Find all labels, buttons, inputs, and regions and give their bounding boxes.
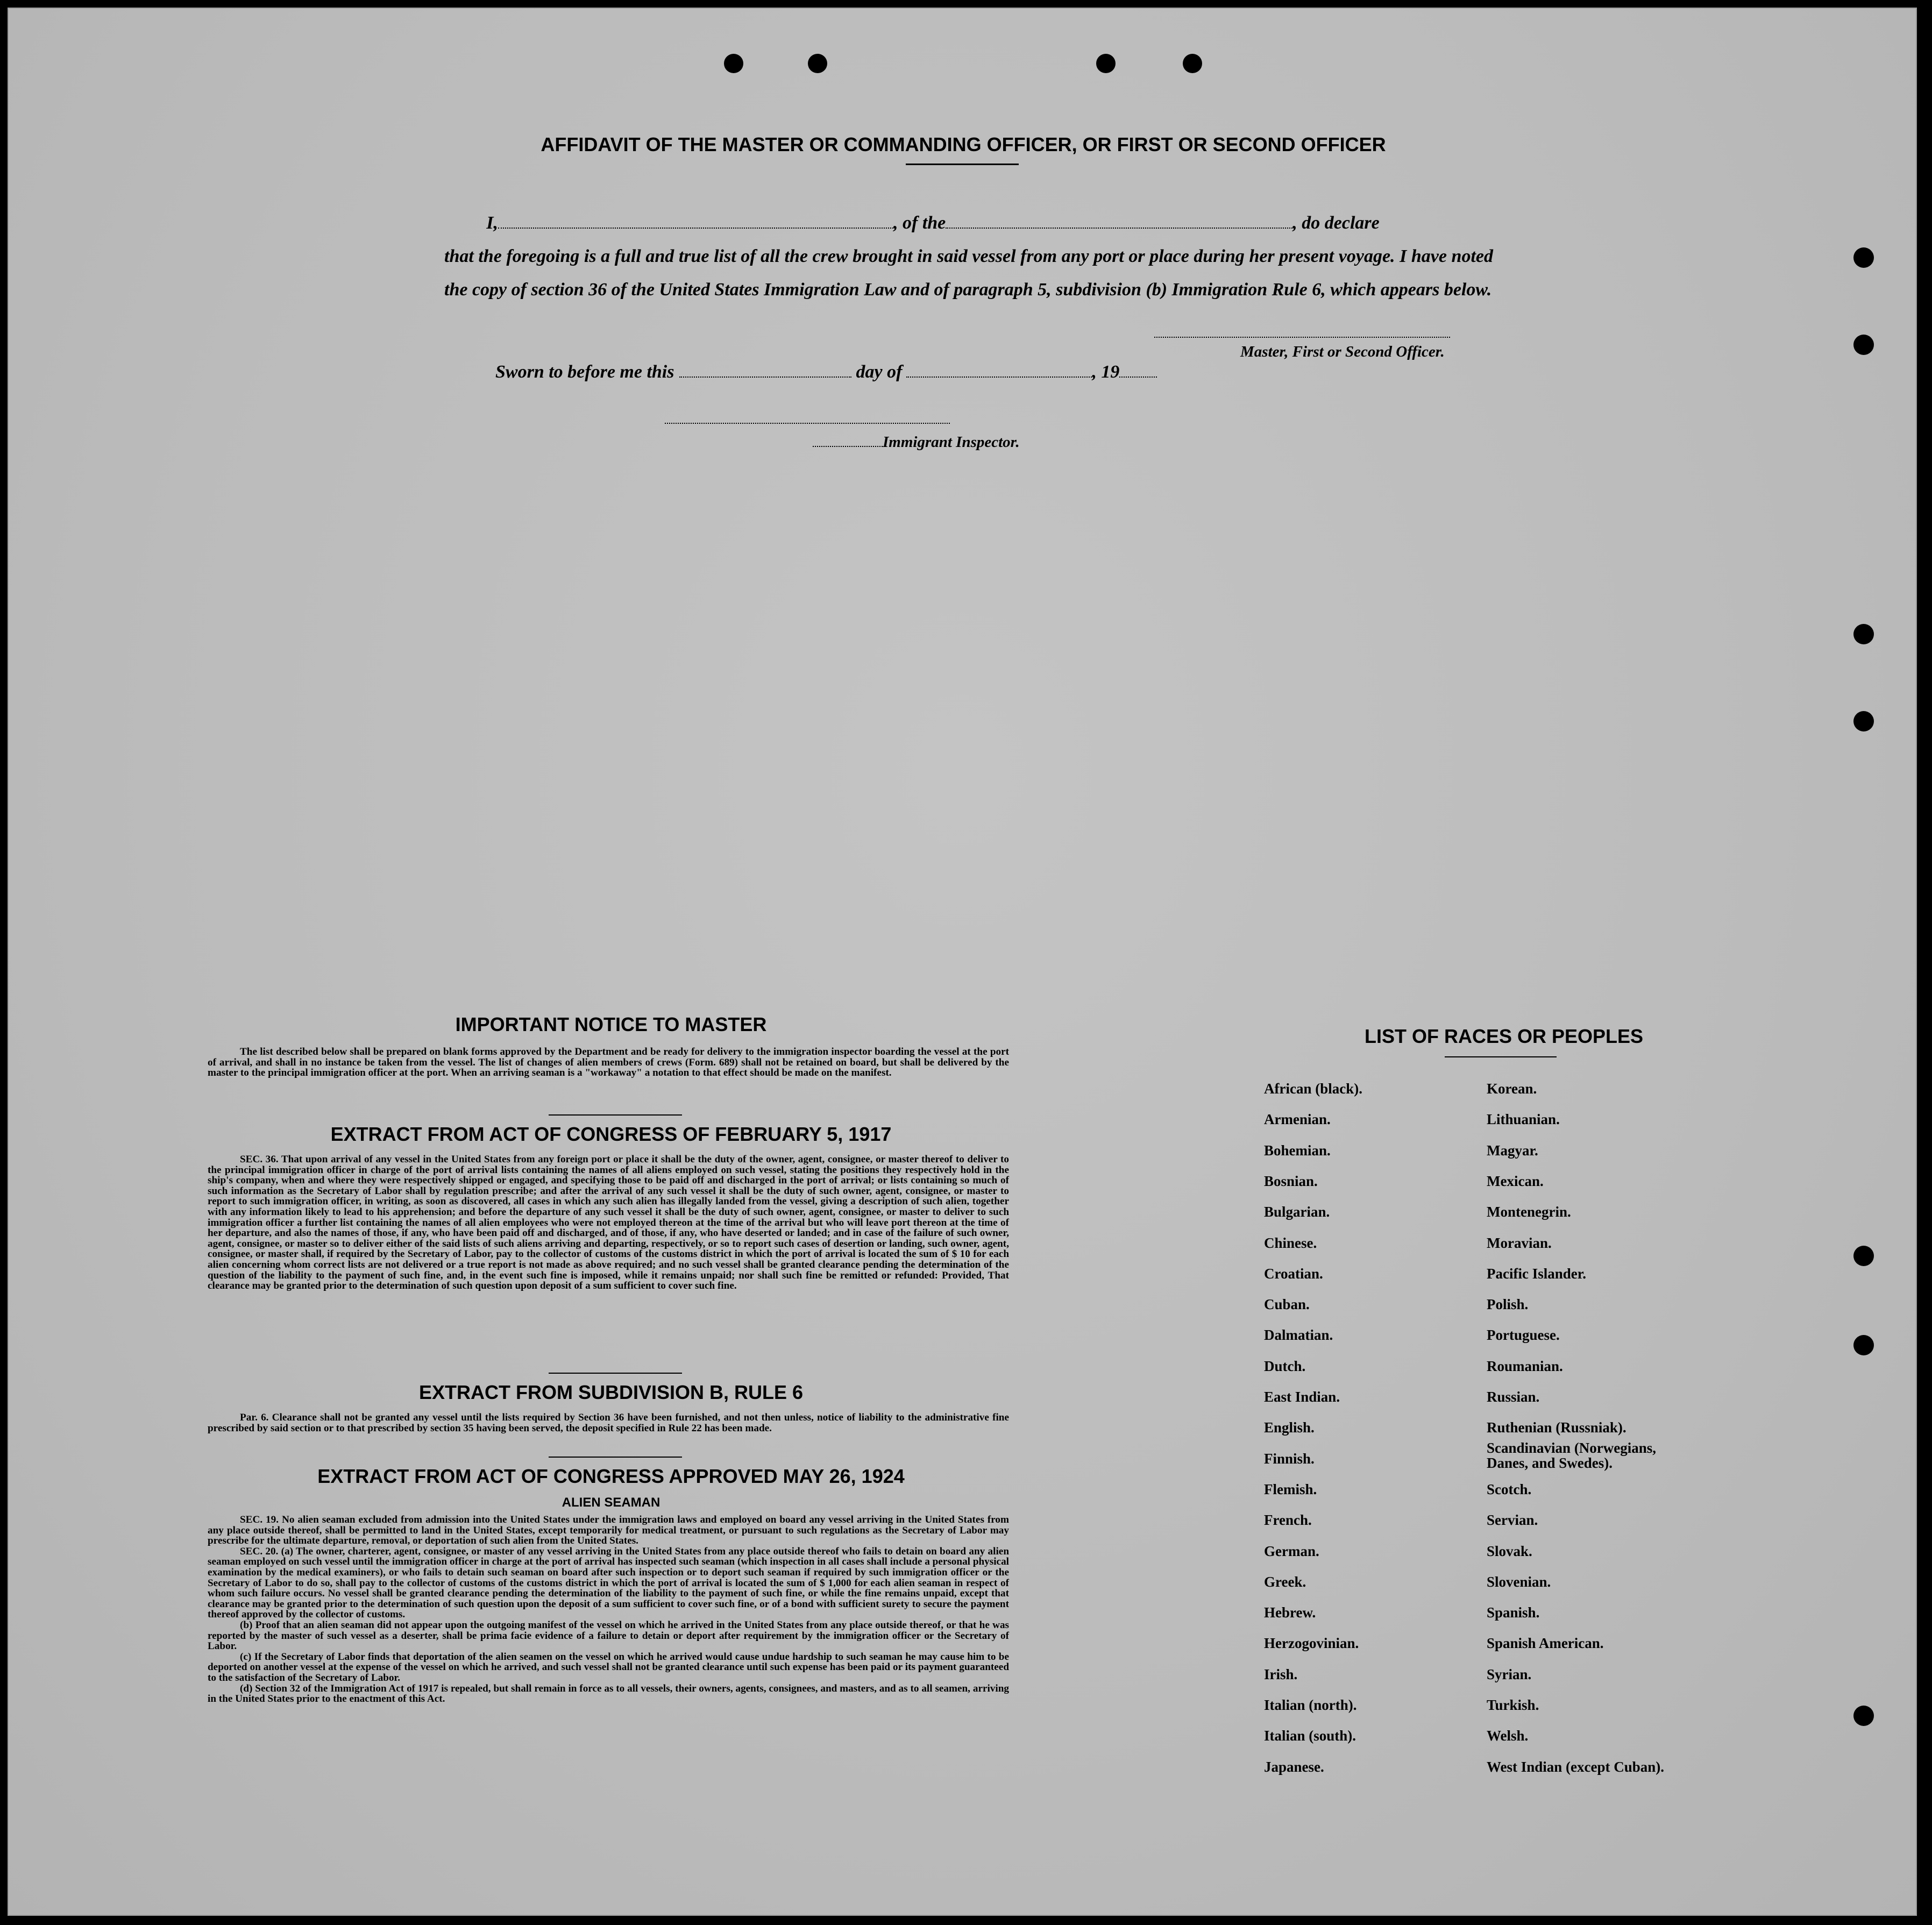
race-item: East Indian. <box>1264 1389 1340 1405</box>
race-item: Bulgarian. <box>1264 1204 1330 1220</box>
extract-1924-text <box>208 1515 1009 1704</box>
punch-hole <box>1853 1706 1874 1726</box>
race-item: Scotch. <box>1487 1481 1532 1497</box>
race-item: Lithuanian. <box>1487 1111 1560 1128</box>
punch-hole <box>724 54 743 73</box>
punch-hole <box>1853 1335 1874 1355</box>
sworn-line <box>495 361 1195 382</box>
race-item: Finnish. <box>1264 1450 1315 1467</box>
race-item: Scandinavian (Norwegians, Danes, and Swedes). <box>1487 1439 1657 1471</box>
sworn-year-blank <box>1119 361 1157 378</box>
race-item: Bosnian. <box>1264 1173 1318 1189</box>
extract-rule6-text <box>208 1412 1009 1433</box>
race-item: Korean. <box>1487 1081 1537 1097</box>
sworn-date-blank <box>679 361 851 378</box>
extract-1917-paragraph: SEC. 36. That upon arrival of any vessel in the United States from any foreign port or place it shall be the duty of the owner, agent, consignee, or master thereof to deliver to the principal immigration officer in charge of the port of arrival lists containing the names of all aliens employed on such vessel, stating the positions they respectively hold in the ship's company, when and where they were respectively shipped or engaged, and specifying those to be paid off and discharged in the port of arrival; or lists containing so much of such information as the Secretary of Labor shall by regulation prescribe; and after the arrival of any such vessel it shall be the duty of such owner, agent, consignee, or master to report to such immigration officer, in writing, as soon as discovered, all cases in which any such alien has illegally landed from the vessel, giving a description of such alien, together with any information likely to lead to his apprehension; and before the departure of any such vessel it shall be the duty of such owner, agent, consignee, or master to deliver to such immigration officer a further list containing the names of all alien employees who were not employed thereon at the time of the arrival but who will leave port thereon at the time of her departure, and also the names of those, if any, who have been paid off and discharged, and of those, if any, who have deserted or landed; and in case of the failure of such owner, agent, consignee, or master so to deliver either of the said lists of such aliens arriving and departing, respectively, or so to report such cases of desertion or landing, such owner, agent, consignee, or master shall, if required by the Secretary of Labor, pay to the collector of customs of the customs district in which the port of arrival is located the sum of $ 10 for each alien concerning whom correct lists are not delivered or a true report is not made as above required; and no such vessel shall be granted clearance pending the determination of the question of the liability to the payment of such fine, and, in the event such fine is imposed, while it remains unpaid; nor shall such fine be remitted or refunded: Provided, That clearance may be granted prior to the determination of such question upon deposit of a sum sufficient to cover such fine. <box>208 1154 1009 1292</box>
race-item: African (black). <box>1264 1081 1362 1097</box>
notice-text <box>208 1047 1009 1078</box>
affidavit-body: that the foregoing is a full and true list of all the crew brought in said vessel from any port or place during her present voyage. I have noted the copy of section 36 of the United States Immigration Law and of paragraph 5, subdivision (b) Immigration Rule 6, which appears below. <box>444 246 1493 300</box>
sworn-prefix: Sworn to before me this <box>495 362 674 382</box>
extract-1924-title: EXTRACT FROM ACT OF CONGRESS APPROVED MAY 26, 1924 <box>317 1465 905 1487</box>
extract-1917-title: EXTRACT FROM ACT OF CONGRESS OF FEBRUARY 5, 1917 <box>330 1123 892 1145</box>
race-item: Greek. <box>1264 1573 1306 1590</box>
punch-hole <box>1853 1246 1874 1266</box>
race-item: Armenian. <box>1264 1111 1331 1128</box>
extract-1924-paragraph: (d) Section 32 of the Immigration Act of 1917 is repealed, but shall remain in force as to all vessels, their owners, agents, consignees, and masters, and as to all seamen, arriving in the United States prior to the enactment of this Act. <box>208 1682 1009 1705</box>
sworn-year-label: , 19 <box>1092 362 1120 382</box>
affidavit-prefix: I, <box>486 213 498 233</box>
title-rule <box>906 164 1019 165</box>
race-item: Croatian. <box>1264 1265 1323 1282</box>
extract-1924-paragraph: SEC. 20. (a) The owner, charterer, agent, consignee, or master of any vessel arriving in the United States from any place outside thereof who fails to detain on board any alien seaman employed on such vessel until the immigration officer in charge at the port of arrival has inspected such seaman (which inspection in all cases shall include a personal physical examination by the medical examiners), or who fails to detain such seaman on board after such inspection or to deport such seaman if required by such immigration officer or the Secretary of Labor to do so, shall pay to the collector of customs of the customs district in which the port of arrival is located the sum of $ 1,000 for each alien seaman in respect of whom such failure occurs. No vessel shall be granted clearance pending the determination of the liability to the payment of such fine, or while the fine remains unpaid, except that clearance may be granted prior to the determination of such question upon the deposit of a sum sufficient to cover such fine, or of a bond with sufficient surety to secure the payment thereof approved by the collector of customs. <box>208 1545 1009 1621</box>
extract-1924-paragraph: (b) Proof that an alien seaman did not appear upon the outgoing manifest of the vessel on which he arrived in the United States from any place outside thereof, or that he was reported by the master of such vessel as a deserter, shall be prima facie evidence of a failure to detain or deport after requirement by the immigration officer or the Secretary of Labor. <box>208 1619 1009 1652</box>
notice-title: IMPORTANT NOTICE TO MASTER <box>455 1013 767 1035</box>
race-item: Chinese. <box>1264 1234 1317 1251</box>
punch-hole <box>1853 711 1874 731</box>
race-item: Servian. <box>1487 1512 1538 1529</box>
sworn-month-blank <box>906 361 1092 378</box>
affidavit-title: AFFIDAVIT OF THE MASTER OR COMMANDING OFFICER, OR FIRST OR SECOND OFFICER <box>541 133 1386 155</box>
race-item: Russian. <box>1487 1389 1540 1405</box>
notice-paragraph: The list described below shall be prepared on blank forms approved by the Department and be ready for delivery to the immigration inspector boarding the vessel at the port of arrival, and shall in no instance be taken from the vessel. The list of changes of alien members of crews (Form. 689) shall not be retained on board, but shall be delivered by the master to the principal immigration officer at the port. When an arriving seaman is a "workaway" a notation to that effect should be made on the manifest. <box>208 1046 1009 1079</box>
inspector-label-row <box>813 434 1039 451</box>
affidavit-middle: , of the <box>893 213 946 233</box>
race-item: Hebrew. <box>1264 1604 1316 1621</box>
races-title: LIST OF RACES OR PEOPLES <box>1364 1025 1644 1047</box>
race-item: German. <box>1264 1543 1319 1559</box>
race-item: Slovak. <box>1487 1543 1532 1559</box>
race-item: Polish. <box>1487 1296 1529 1313</box>
race-item: Italian (south). <box>1264 1728 1356 1744</box>
race-item: Irish. <box>1264 1666 1298 1682</box>
race-item: Spanish. <box>1487 1604 1540 1621</box>
affidavit-suffix: , do declare <box>1292 213 1380 233</box>
race-item: Roumanian. <box>1487 1358 1563 1374</box>
sworn-day-label: day of <box>856 362 903 382</box>
name-blank <box>498 212 893 229</box>
vessel-blank <box>946 212 1292 229</box>
race-item: Welsh. <box>1487 1728 1529 1744</box>
punch-hole <box>1183 54 1202 73</box>
punch-hole <box>1853 247 1874 268</box>
race-item: Japanese. <box>1264 1758 1324 1775</box>
extract-1924-paragraph: SEC. 19. No alien seaman excluded from admission into the United States under the immigration laws and employed on board any vessel arriving in the United States from any place outside thereof, shall be permitted to land in the United States, except temporarily for medical treatment, or pursuant to such regulations as the Secretary of Labor may prescribe for the ultimate departure, removal, or deportation of such alien from the United States. <box>208 1514 1009 1547</box>
extract-rule6-title: EXTRACT FROM SUBDIVISION B, RULE 6 <box>418 1381 804 1403</box>
punch-hole <box>808 54 827 73</box>
race-item: Portuguese. <box>1487 1327 1560 1344</box>
inspector-label: Immigrant Inspector. <box>883 434 1020 451</box>
punch-hole <box>1853 624 1874 644</box>
race-item: Cuban. <box>1264 1296 1310 1313</box>
paper-sheet <box>8 8 1917 1916</box>
race-item: Mexican. <box>1487 1173 1544 1189</box>
race-item: Pacific Islander. <box>1487 1265 1586 1282</box>
section-rule <box>549 1457 682 1458</box>
race-item: Turkish. <box>1487 1697 1539 1713</box>
race-item: English. <box>1264 1419 1315 1436</box>
race-item: Magyar. <box>1487 1142 1538 1159</box>
extract-1924-paragraph: (c) If the Secretary of Labor finds that deportation of the alien seamen on the vessel on which he arrived would cause undue hardship to such seaman he may cause him to be deported on another vessel at the expense of the vessel on which he arrived, and such vessel shall not be granted clearance until such expense has been paid or its payment guaranteed to the satisfaction of the Secretary of Labor. <box>208 1651 1009 1684</box>
inspector-signature-line <box>665 423 950 424</box>
races-title-rule <box>1445 1056 1557 1057</box>
race-item: Syrian. <box>1487 1666 1532 1682</box>
section-rule <box>549 1373 682 1374</box>
punch-hole <box>1853 335 1874 355</box>
master-signature-line <box>1154 337 1450 338</box>
race-item: Montenegrin. <box>1487 1204 1571 1220</box>
race-item: Ruthenian (Russniak). <box>1487 1419 1626 1436</box>
race-item: French. <box>1264 1512 1312 1529</box>
extract-rule6-paragraph: Par. 6. Clearance shall not be granted any vessel until the lists required by Section 36 have been furnished, and not then unless, notice of liability to the administrative fine prescribed by said section or to that prescribed by section 35 having been served, the deposit specified in Rule 22 has been made. <box>208 1412 1009 1434</box>
punch-hole <box>1096 54 1116 73</box>
race-item: Flemish. <box>1264 1481 1317 1497</box>
inspector-blank <box>813 436 883 447</box>
race-item: Herzogovinian. <box>1264 1635 1359 1652</box>
affidavit-statement <box>444 207 1493 307</box>
race-item: Moravian. <box>1487 1234 1552 1251</box>
race-item: Bohemian. <box>1264 1142 1331 1159</box>
race-item: Dutch. <box>1264 1358 1306 1374</box>
master-signature-label: Master, First or Second Officer. <box>1240 343 1445 360</box>
extract-1917-text <box>208 1154 1009 1291</box>
race-item: Dalmatian. <box>1264 1327 1333 1344</box>
race-item: Slovenian. <box>1487 1573 1551 1590</box>
extract-1924-subtitle: ALIEN SEAMAN <box>562 1495 660 1510</box>
race-item: Italian (north). <box>1264 1697 1357 1713</box>
race-item: West Indian (except Cuban). <box>1487 1758 1665 1775</box>
race-item: Spanish American. <box>1487 1635 1604 1652</box>
section-rule <box>549 1114 682 1116</box>
